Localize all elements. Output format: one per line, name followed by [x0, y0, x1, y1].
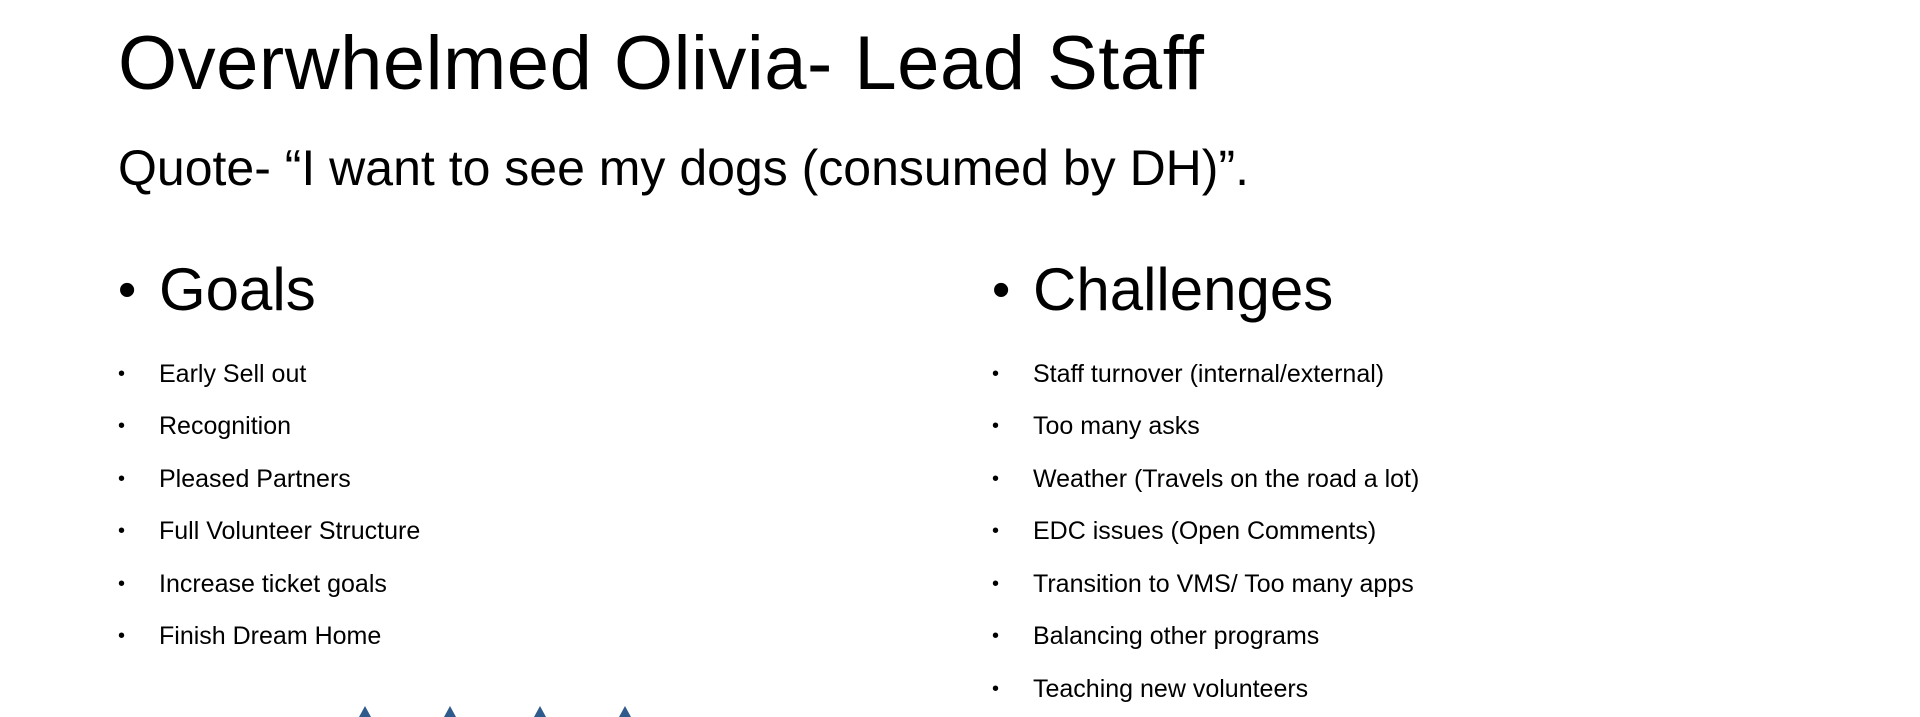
list-item-text: Too many asks	[1033, 412, 1200, 441]
list-item-text: Recognition	[159, 412, 292, 441]
list-item	[992, 506, 1419, 559]
bullet-icon: •	[992, 625, 1000, 648]
bullet-icon: •	[118, 261, 137, 319]
list-item-text: Full Volunteer Structure	[159, 517, 421, 546]
bullet-icon: •	[118, 520, 126, 543]
slide-title: Overwhelmed Olivia- Lead Staff	[118, 21, 1205, 106]
list-item-text: Increase ticket goals	[159, 569, 387, 598]
persona-quote: Quote- “I want to see my dogs (consumed by DH)”.	[118, 140, 1249, 196]
list-item-text: Early Sell out	[159, 359, 307, 388]
list-item-text: Transition to VMS/ Too many apps	[1033, 569, 1414, 598]
bullet-icon: •	[992, 261, 1011, 319]
list-item	[118, 611, 420, 664]
goals-list	[118, 348, 420, 663]
bullet-icon: •	[992, 362, 1000, 385]
list-item-text: Pleased Partners	[159, 464, 351, 493]
list-item	[992, 558, 1419, 611]
list-item-text: Staff turnover (internal/external)	[1033, 359, 1385, 388]
list-item	[118, 506, 420, 559]
challenges-list	[992, 348, 1419, 716]
bullet-icon: •	[992, 520, 1000, 543]
goals-heading: Goals	[159, 256, 316, 323]
bullet-icon: •	[118, 467, 126, 490]
challenges-heading-row	[992, 250, 1419, 330]
list-item-text: EDC issues (Open Comments)	[1033, 517, 1377, 546]
list-item	[992, 453, 1419, 506]
list-item	[118, 558, 420, 611]
bullet-icon: •	[118, 362, 126, 385]
list-item	[118, 453, 420, 506]
challenges-heading: Challenges	[1033, 256, 1334, 323]
bullet-icon: •	[118, 625, 126, 648]
triangle-shape	[444, 706, 456, 717]
bullet-icon: •	[992, 467, 1000, 490]
list-item	[118, 401, 420, 454]
bullet-icon: •	[118, 572, 126, 595]
goals-section	[118, 250, 420, 663]
list-item	[992, 611, 1419, 664]
list-item-text: Weather (Travels on the road a lot)	[1033, 464, 1420, 493]
list-item-text: Finish Dream Home	[159, 622, 382, 651]
bullet-icon: •	[992, 415, 1000, 438]
triangle-shape	[359, 706, 371, 717]
list-item	[992, 663, 1419, 716]
list-item	[992, 348, 1419, 401]
challenges-section	[992, 250, 1419, 716]
list-item-text: Balancing other programs	[1033, 622, 1320, 651]
list-item	[992, 401, 1419, 454]
bullet-icon: •	[992, 677, 1000, 700]
list-item	[118, 348, 420, 401]
bullet-icon: •	[118, 415, 126, 438]
list-item-text: Teaching new volunteers	[1033, 674, 1309, 703]
bullet-icon: •	[992, 572, 1000, 595]
goals-heading-row	[118, 250, 420, 330]
triangle-shape	[619, 706, 631, 717]
decorative-graphic	[355, 706, 635, 717]
triangle-shape	[534, 706, 546, 717]
